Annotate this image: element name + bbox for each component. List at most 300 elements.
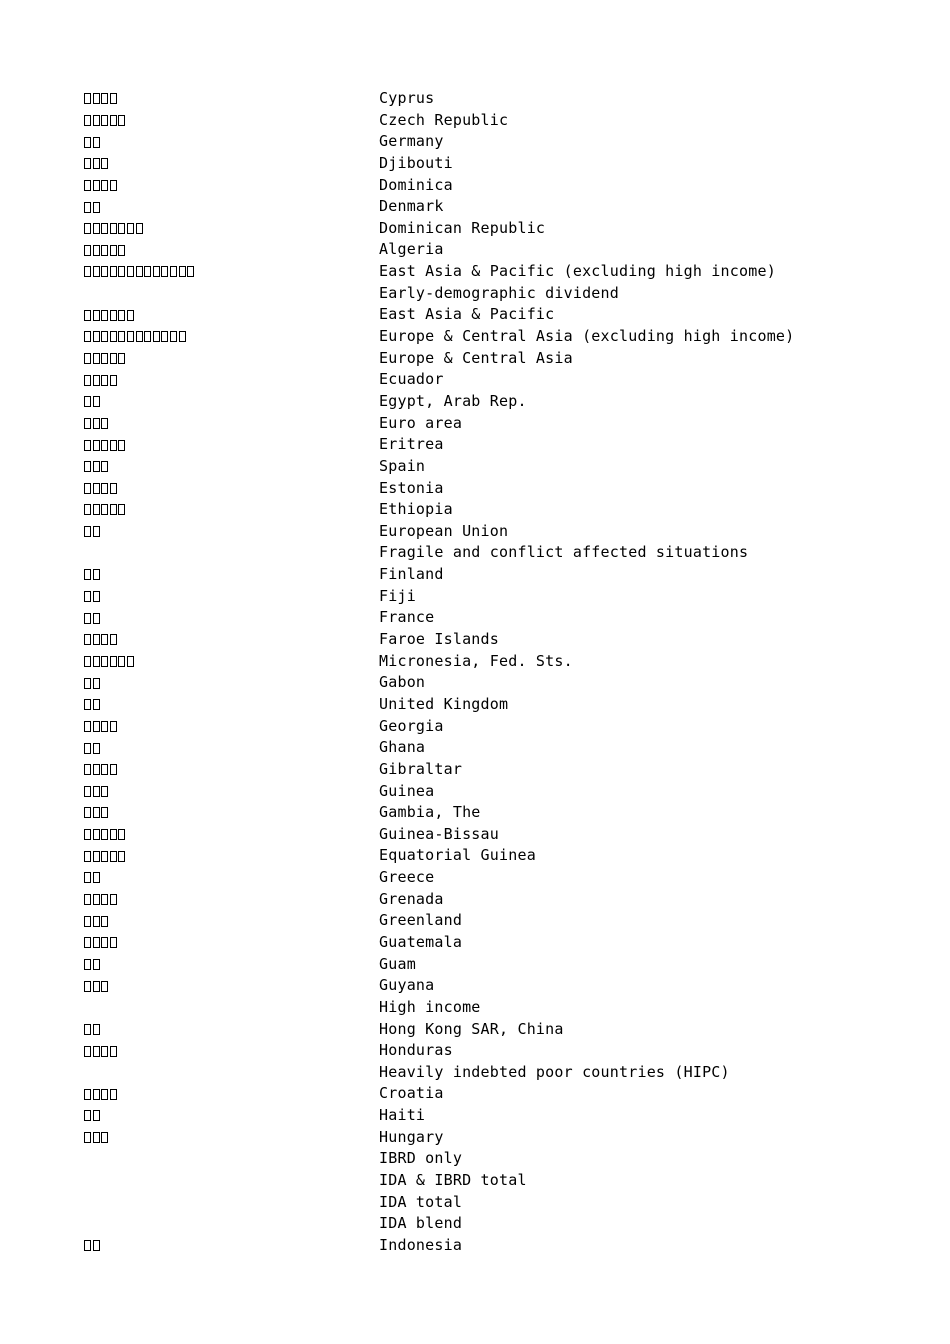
missing-glyph-label: [84, 245, 379, 256]
missing-glyph-icon: [118, 353, 125, 364]
list-item: [84, 586, 884, 608]
missing-glyph-icon: [93, 483, 100, 494]
list-item: [84, 456, 884, 478]
country-name: Djibouti: [379, 153, 453, 172]
list-item: [84, 1105, 884, 1127]
missing-glyph-icon: [170, 331, 177, 342]
missing-glyph-icon: [93, 353, 100, 364]
missing-glyph-icon: [110, 245, 117, 256]
missing-glyph-icon: [101, 981, 108, 992]
list-item: [84, 369, 884, 391]
missing-glyph-icon: [93, 959, 100, 970]
list-item: [84, 651, 884, 673]
missing-glyph-icon: [93, 158, 100, 169]
country-name: Guatemala: [379, 932, 463, 951]
missing-glyph-label: [84, 851, 379, 862]
country-name: Czech Republic: [379, 110, 509, 129]
country-name: Ecuador: [379, 370, 444, 389]
country-name: Micronesia, Fed. Sts.: [379, 651, 573, 670]
missing-glyph-icon: [118, 115, 125, 126]
missing-glyph-icon: [110, 1046, 117, 1057]
missing-glyph-icon: [84, 613, 91, 624]
missing-glyph-label: [84, 1046, 379, 1057]
missing-glyph-icon: [101, 721, 108, 732]
missing-glyph-icon: [93, 245, 100, 256]
missing-glyph-label: [84, 569, 379, 580]
missing-glyph-icon: [127, 310, 134, 321]
missing-glyph-label: [84, 743, 379, 754]
missing-glyph-label: [84, 375, 379, 386]
country-name: Fiji: [379, 586, 416, 605]
missing-glyph-icon: [93, 1089, 100, 1100]
missing-glyph-label: [84, 310, 379, 321]
missing-glyph-icon: [110, 266, 117, 277]
missing-glyph-label: [84, 353, 379, 364]
missing-glyph-label: [84, 721, 379, 732]
country-name: Heavily indebted poor countries (HIPC): [379, 1062, 730, 1081]
missing-glyph-icon: [84, 1132, 91, 1143]
country-name: Honduras: [379, 1041, 453, 1060]
missing-glyph-icon: [110, 440, 117, 451]
country-name: Greece: [379, 868, 435, 887]
missing-glyph-icon: [110, 331, 117, 342]
list-item: [84, 1170, 884, 1192]
missing-glyph-icon: [93, 743, 100, 754]
missing-glyph-icon: [118, 245, 125, 256]
missing-glyph-icon: [93, 310, 100, 321]
missing-glyph-icon: [84, 418, 91, 429]
missing-glyph-label: [84, 807, 379, 818]
list-item: [84, 781, 884, 803]
missing-glyph-label: [84, 656, 379, 667]
country-name: East Asia & Pacific: [379, 305, 555, 324]
country-list: [84, 88, 884, 1257]
missing-glyph-icon: [84, 591, 91, 602]
missing-glyph-icon: [110, 764, 117, 775]
missing-glyph-icon: [84, 937, 91, 948]
missing-glyph-icon: [84, 807, 91, 818]
missing-glyph-label: [84, 894, 379, 905]
list-item: [84, 564, 884, 586]
missing-glyph-label: [84, 266, 379, 277]
missing-glyph-icon: [84, 353, 91, 364]
list-item: [84, 499, 884, 521]
missing-glyph-icon: [101, 807, 108, 818]
missing-glyph-icon: [101, 851, 108, 862]
missing-glyph-icon: [110, 504, 117, 515]
list-item: [84, 716, 884, 738]
missing-glyph-icon: [127, 331, 134, 342]
missing-glyph-icon: [101, 1046, 108, 1057]
list-item: [84, 845, 884, 867]
missing-glyph-icon: [179, 266, 186, 277]
missing-glyph-icon: [84, 440, 91, 451]
country-name: IDA & IBRD total: [379, 1171, 527, 1190]
missing-glyph-icon: [93, 1110, 100, 1121]
missing-glyph-icon: [118, 223, 125, 234]
list-item: [84, 153, 884, 175]
list-item: [84, 391, 884, 413]
missing-glyph-icon: [161, 331, 168, 342]
missing-glyph-icon: [118, 656, 125, 667]
country-name: Germany: [379, 132, 444, 151]
list-item: [84, 175, 884, 197]
missing-glyph-icon: [110, 223, 117, 234]
list-item: [84, 326, 884, 348]
missing-glyph-icon: [84, 1024, 91, 1035]
list-item: [84, 88, 884, 110]
country-name: Indonesia: [379, 1235, 463, 1254]
list-item: [84, 1192, 884, 1214]
country-name: Ghana: [379, 738, 426, 757]
list-item: [84, 1019, 884, 1041]
missing-glyph-icon: [93, 786, 100, 797]
missing-glyph-icon: [93, 613, 100, 624]
missing-glyph-icon: [127, 223, 134, 234]
missing-glyph-label: [84, 1089, 379, 1100]
missing-glyph-icon: [84, 266, 91, 277]
country-name: Fragile and conflict affected situations: [379, 543, 749, 562]
missing-glyph-icon: [118, 331, 125, 342]
country-name: Denmark: [379, 197, 444, 216]
list-item: [84, 997, 884, 1019]
missing-glyph-icon: [153, 266, 160, 277]
missing-glyph-icon: [93, 180, 100, 191]
missing-glyph-label: [84, 829, 379, 840]
missing-glyph-icon: [93, 591, 100, 602]
missing-glyph-label: [84, 331, 379, 342]
missing-glyph-icon: [93, 461, 100, 472]
missing-glyph-icon: [84, 656, 91, 667]
missing-glyph-label: [84, 916, 379, 927]
missing-glyph-label: [84, 137, 379, 148]
missing-glyph-icon: [84, 786, 91, 797]
list-item: [84, 283, 884, 305]
country-name: Guam: [379, 954, 416, 973]
missing-glyph-icon: [84, 851, 91, 862]
missing-glyph-icon: [93, 1240, 100, 1251]
missing-glyph-icon: [93, 721, 100, 732]
missing-glyph-label: [84, 699, 379, 710]
missing-glyph-icon: [101, 331, 108, 342]
missing-glyph-icon: [84, 526, 91, 537]
missing-glyph-label: [84, 613, 379, 624]
missing-glyph-icon: [101, 634, 108, 645]
missing-glyph-icon: [101, 829, 108, 840]
missing-glyph-icon: [187, 266, 194, 277]
country-name: Estonia: [379, 478, 444, 497]
missing-glyph-label: [84, 959, 379, 970]
missing-glyph-icon: [127, 266, 134, 277]
missing-glyph-icon: [101, 1132, 108, 1143]
missing-glyph-icon: [110, 894, 117, 905]
missing-glyph-icon: [101, 937, 108, 948]
missing-glyph-icon: [118, 310, 125, 321]
list-item: [84, 1213, 884, 1235]
missing-glyph-icon: [93, 331, 100, 342]
country-name: Ethiopia: [379, 500, 453, 519]
missing-glyph-icon: [93, 115, 100, 126]
missing-glyph-icon: [84, 396, 91, 407]
country-name: IBRD only: [379, 1149, 463, 1168]
country-name: Europe & Central Asia (excluding high income): [379, 327, 795, 346]
missing-glyph-icon: [93, 1132, 100, 1143]
country-name: Hungary: [379, 1127, 444, 1146]
missing-glyph-icon: [84, 504, 91, 515]
missing-glyph-icon: [110, 937, 117, 948]
country-name: France: [379, 608, 435, 627]
missing-glyph-label: [84, 483, 379, 494]
country-name: Grenada: [379, 889, 444, 908]
missing-glyph-label: [84, 93, 379, 104]
missing-glyph-icon: [84, 699, 91, 710]
missing-glyph-icon: [118, 440, 125, 451]
missing-glyph-icon: [84, 1240, 91, 1251]
country-name: Equatorial Guinea: [379, 846, 536, 865]
missing-glyph-icon: [93, 937, 100, 948]
country-name: Europe & Central Asia: [379, 348, 573, 367]
list-item: [84, 478, 884, 500]
missing-glyph-icon: [118, 504, 125, 515]
missing-glyph-label: [84, 223, 379, 234]
missing-glyph-icon: [101, 1089, 108, 1100]
country-name: Faroe Islands: [379, 630, 499, 649]
missing-glyph-label: [84, 526, 379, 537]
missing-glyph-icon: [161, 266, 168, 277]
missing-glyph-icon: [101, 266, 108, 277]
missing-glyph-icon: [84, 743, 91, 754]
missing-glyph-icon: [93, 418, 100, 429]
missing-glyph-icon: [101, 93, 108, 104]
missing-glyph-icon: [84, 180, 91, 191]
missing-glyph-icon: [101, 483, 108, 494]
missing-glyph-icon: [101, 461, 108, 472]
missing-glyph-icon: [101, 504, 108, 515]
country-name: Croatia: [379, 1084, 444, 1103]
country-name: Gambia, The: [379, 803, 481, 822]
missing-glyph-icon: [136, 266, 143, 277]
missing-glyph-label: [84, 764, 379, 775]
country-name: Euro area: [379, 413, 463, 432]
missing-glyph-label: [84, 678, 379, 689]
missing-glyph-icon: [93, 223, 100, 234]
list-item: [84, 802, 884, 824]
missing-glyph-label: [84, 786, 379, 797]
missing-glyph-icon: [93, 916, 100, 927]
missing-glyph-icon: [93, 678, 100, 689]
missing-glyph-icon: [84, 331, 91, 342]
missing-glyph-icon: [110, 1089, 117, 1100]
missing-glyph-icon: [84, 310, 91, 321]
missing-glyph-icon: [84, 721, 91, 732]
country-name: IDA blend: [379, 1214, 463, 1233]
missing-glyph-icon: [84, 202, 91, 213]
list-item: [84, 975, 884, 997]
country-name: Eritrea: [379, 435, 444, 454]
missing-glyph-icon: [84, 916, 91, 927]
missing-glyph-icon: [84, 872, 91, 883]
list-item: [84, 910, 884, 932]
country-name: United Kingdom: [379, 694, 509, 713]
missing-glyph-icon: [93, 656, 100, 667]
missing-glyph-label: [84, 1240, 379, 1251]
list-item: [84, 629, 884, 651]
country-name: Guinea: [379, 781, 435, 800]
missing-glyph-icon: [84, 678, 91, 689]
country-name: Finland: [379, 565, 444, 584]
missing-glyph-label: [84, 504, 379, 515]
list-item: [84, 759, 884, 781]
missing-glyph-icon: [93, 137, 100, 148]
missing-glyph-icon: [93, 526, 100, 537]
missing-glyph-label: [84, 418, 379, 429]
list-item: [84, 694, 884, 716]
missing-glyph-icon: [110, 93, 117, 104]
missing-glyph-icon: [118, 851, 125, 862]
missing-glyph-icon: [93, 699, 100, 710]
missing-glyph-icon: [101, 245, 108, 256]
missing-glyph-icon: [84, 483, 91, 494]
missing-glyph-icon: [179, 331, 186, 342]
missing-glyph-icon: [101, 764, 108, 775]
missing-glyph-label: [84, 981, 379, 992]
missing-glyph-icon: [101, 375, 108, 386]
missing-glyph-icon: [110, 180, 117, 191]
missing-glyph-icon: [101, 916, 108, 927]
missing-glyph-icon: [101, 180, 108, 191]
missing-glyph-label: [84, 461, 379, 472]
country-name: Hong Kong SAR, China: [379, 1019, 564, 1038]
country-name: Dominican Republic: [379, 218, 546, 237]
missing-glyph-icon: [84, 461, 91, 472]
country-name: East Asia & Pacific (excluding high income): [379, 262, 776, 281]
missing-glyph-icon: [110, 353, 117, 364]
country-name: Algeria: [379, 240, 444, 259]
missing-glyph-icon: [84, 1110, 91, 1121]
list-item: [84, 932, 884, 954]
missing-glyph-icon: [101, 440, 108, 451]
missing-glyph-label: [84, 396, 379, 407]
list-item: [84, 521, 884, 543]
missing-glyph-icon: [93, 93, 100, 104]
missing-glyph-icon: [110, 310, 117, 321]
list-item: [84, 1235, 884, 1257]
missing-glyph-label: [84, 634, 379, 645]
list-item: [84, 1083, 884, 1105]
missing-glyph-label: [84, 1132, 379, 1143]
country-name: European Union: [379, 521, 509, 540]
missing-glyph-icon: [110, 634, 117, 645]
missing-glyph-icon: [101, 418, 108, 429]
country-name: IDA total: [379, 1192, 463, 1211]
missing-glyph-icon: [118, 829, 125, 840]
list-item: [84, 542, 884, 564]
missing-glyph-icon: [110, 375, 117, 386]
list-item: [84, 261, 884, 283]
list-item: [84, 1127, 884, 1149]
list-item: [84, 110, 884, 132]
missing-glyph-icon: [93, 764, 100, 775]
list-item: [84, 889, 884, 911]
country-name: Early-demographic dividend: [379, 283, 619, 302]
country-name: Greenland: [379, 911, 463, 930]
missing-glyph-icon: [110, 656, 117, 667]
list-item: [84, 434, 884, 456]
missing-glyph-icon: [84, 137, 91, 148]
missing-glyph-icon: [93, 851, 100, 862]
missing-glyph-label: [84, 872, 379, 883]
country-name: Georgia: [379, 716, 444, 735]
list-item: [84, 954, 884, 976]
missing-glyph-icon: [101, 310, 108, 321]
missing-glyph-icon: [84, 894, 91, 905]
missing-glyph-label: [84, 937, 379, 948]
missing-glyph-icon: [110, 721, 117, 732]
missing-glyph-icon: [93, 1024, 100, 1035]
list-item: [84, 1148, 884, 1170]
missing-glyph-icon: [84, 223, 91, 234]
missing-glyph-icon: [93, 569, 100, 580]
missing-glyph-icon: [101, 656, 108, 667]
missing-glyph-label: [84, 158, 379, 169]
missing-glyph-icon: [93, 894, 100, 905]
country-name: Gibraltar: [379, 759, 463, 778]
missing-glyph-icon: [93, 375, 100, 386]
list-item: [84, 1062, 884, 1084]
missing-glyph-icon: [110, 829, 117, 840]
list-item: [84, 348, 884, 370]
list-item: [84, 737, 884, 759]
missing-glyph-icon: [93, 504, 100, 515]
country-name: Spain: [379, 456, 426, 475]
missing-glyph-icon: [84, 158, 91, 169]
missing-glyph-icon: [93, 872, 100, 883]
missing-glyph-icon: [84, 93, 91, 104]
missing-glyph-label: [84, 180, 379, 191]
missing-glyph-label: [84, 1024, 379, 1035]
missing-glyph-label: [84, 591, 379, 602]
missing-glyph-icon: [118, 266, 125, 277]
missing-glyph-icon: [136, 331, 143, 342]
country-name: Guinea-Bissau: [379, 824, 499, 843]
missing-glyph-label: [84, 115, 379, 126]
list-item: [84, 218, 884, 240]
list-item: [84, 607, 884, 629]
missing-glyph-icon: [110, 851, 117, 862]
missing-glyph-icon: [84, 764, 91, 775]
missing-glyph-icon: [84, 115, 91, 126]
missing-glyph-icon: [153, 331, 160, 342]
list-item: [84, 824, 884, 846]
country-name: Cyprus: [379, 89, 435, 107]
list-item: [84, 1040, 884, 1062]
missing-glyph-icon: [101, 158, 108, 169]
list-item: [84, 196, 884, 218]
missing-glyph-icon: [170, 266, 177, 277]
missing-glyph-icon: [144, 266, 151, 277]
missing-glyph-icon: [144, 331, 151, 342]
missing-glyph-icon: [101, 894, 108, 905]
missing-glyph-icon: [84, 569, 91, 580]
list-item: [84, 131, 884, 153]
country-name: Egypt, Arab Rep.: [379, 391, 527, 410]
missing-glyph-icon: [101, 115, 108, 126]
missing-glyph-icon: [84, 375, 91, 386]
missing-glyph-icon: [101, 223, 108, 234]
country-name: Guyana: [379, 976, 435, 995]
missing-glyph-label: [84, 1110, 379, 1121]
list-item: [84, 304, 884, 326]
